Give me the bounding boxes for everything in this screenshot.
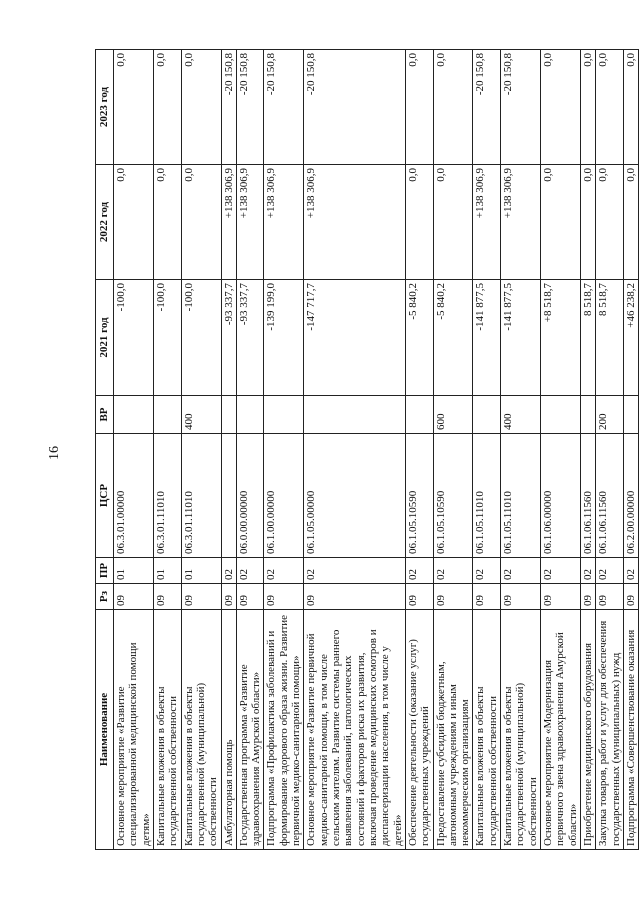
cell-2023: 0,0 (623, 50, 638, 165)
cell-name: Закупка товаров, работ и услуг для обеспечения государственных (муниципальных) нужд (596, 610, 624, 850)
page-number: 16 (47, 446, 62, 460)
table-row (114, 50, 154, 850)
cell-2022: 0,0 (596, 165, 624, 280)
cell-2021: -100,0 (181, 280, 221, 396)
cell-name: Капитальные вложения в объекты государственной собственности (473, 610, 501, 850)
cell-vr (236, 396, 264, 434)
cell-pr: 01 (181, 558, 221, 584)
table-row (433, 50, 473, 850)
cell-pr: 02 (596, 558, 624, 584)
cell-csr: 06.1.05.00000 (304, 434, 406, 558)
cell-2023: 0,0 (114, 50, 154, 165)
cell-vr (473, 396, 501, 434)
cell-pr: 02 (623, 558, 638, 584)
cell-2023: -20 150,8 (236, 50, 264, 165)
cell-pr: 02 (501, 558, 541, 584)
cell-csr: 06.1.05.10590 (405, 434, 433, 558)
cell-2023: 0,0 (181, 50, 221, 165)
cell-name: Основное мероприятие «Развитие первичной медико-санитарной помощи, в том числе сельским жителям. Развитие системы раннего выявления заболеваний, патологических состояний и факторов риска их развития, включая проведение медицинских осмотров и диспансеризации населения, в том числе у детей» (304, 610, 406, 850)
cell-pr: 02 (221, 558, 236, 584)
cell-2022: 0,0 (541, 165, 581, 280)
cell-vr (623, 396, 638, 434)
cell-pr: 02 (236, 558, 264, 584)
cell-csr: 06.1.05.10590 (433, 434, 473, 558)
cell-pr: 01 (153, 558, 181, 584)
budget-table (95, 49, 639, 850)
cell-rz: 09 (221, 584, 236, 610)
cell-2023: 0,0 (580, 50, 595, 165)
cell-rz: 09 (153, 584, 181, 610)
cell-csr: 06.3.01.11010 (181, 434, 221, 558)
cell-rz: 09 (623, 584, 638, 610)
cell-name: Подпрограмма «Профилактика заболеваний и формирование здорового образа жизни. Развитие первичной медико-санитарной помощи» (264, 610, 304, 850)
table-row (501, 50, 541, 850)
cell-vr (264, 396, 304, 434)
cell-2023: -20 150,8 (221, 50, 236, 165)
cell-2022: 0,0 (181, 165, 221, 280)
cell-pr: 02 (304, 558, 406, 584)
table-row (541, 50, 581, 850)
cell-vr (114, 396, 154, 434)
cell-rz: 09 (541, 584, 581, 610)
cell-vr (405, 396, 433, 434)
cell-2023: -20 150,8 (264, 50, 304, 165)
cell-2023: 0,0 (596, 50, 624, 165)
cell-pr: 02 (405, 558, 433, 584)
cell-2021: 8 518,7 (596, 280, 624, 396)
cell-2022: 0,0 (114, 165, 154, 280)
cell-name: Капитальные вложения в объекты государственной собственности (153, 610, 181, 850)
cell-rz: 09 (236, 584, 264, 610)
header-2021: 2021 год (96, 280, 114, 396)
cell-csr: 06.1.06.11560 (596, 434, 624, 558)
header-vr: ВР (96, 396, 114, 434)
cell-2022: +138 306,9 (501, 165, 541, 280)
cell-csr: 06.1.05.11010 (473, 434, 501, 558)
cell-2022: 0,0 (623, 165, 638, 280)
cell-rz: 09 (405, 584, 433, 610)
cell-name: Основное мероприятие «Модернизация первичного звена здравоохранения Амурской области» (541, 610, 581, 850)
cell-rz: 09 (304, 584, 406, 610)
cell-pr: 02 (541, 558, 581, 584)
cell-name: Обеспечение деятельности (оказание услуг) государственных учреждений (405, 610, 433, 850)
cell-2021: -100,0 (114, 280, 154, 396)
table-row (264, 50, 304, 850)
cell-rz: 09 (501, 584, 541, 610)
cell-vr: 400 (501, 396, 541, 434)
cell-2021: 8 518,7 (580, 280, 595, 396)
cell-2021: +8 518,7 (541, 280, 581, 396)
cell-csr (221, 434, 236, 558)
cell-2022: 0,0 (580, 165, 595, 280)
cell-2023: 0,0 (541, 50, 581, 165)
cell-csr: 06.3.01.00000 (114, 434, 154, 558)
cell-pr: 02 (580, 558, 595, 584)
header-pr: ПР (96, 558, 114, 584)
cell-name: Капитальные вложения в объекты государственной (муниципальной) собственности (501, 610, 541, 850)
table-row (153, 50, 181, 850)
cell-vr (580, 396, 595, 434)
table-row (405, 50, 433, 850)
cell-name: Подпрограмма «Совершенствование оказания (623, 610, 638, 850)
table-row (181, 50, 221, 850)
cell-rz: 09 (181, 584, 221, 610)
cell-name: Амбулаторная помощь (221, 610, 236, 850)
cell-2023: 0,0 (153, 50, 181, 165)
cell-csr: 06.0.00.00000 (236, 434, 264, 558)
cell-csr: 06.1.00.00000 (264, 434, 304, 558)
cell-rz: 09 (264, 584, 304, 610)
cell-csr: 06.1.05.11010 (501, 434, 541, 558)
cell-rz: 09 (473, 584, 501, 610)
header-csr: ЦСР (96, 434, 114, 558)
cell-2023: -20 150,8 (473, 50, 501, 165)
table-row (596, 50, 624, 850)
cell-2021: +46 238,2 (623, 280, 638, 396)
cell-2022: 0,0 (405, 165, 433, 280)
cell-2022: +138 306,9 (264, 165, 304, 280)
cell-2022: +138 306,9 (221, 165, 236, 280)
cell-name: Капитальные вложения в объекты государственной (муниципальной) собственности (181, 610, 221, 850)
cell-2022: 0,0 (433, 165, 473, 280)
table-row (623, 50, 638, 850)
cell-vr (541, 396, 581, 434)
cell-vr: 600 (433, 396, 473, 434)
cell-2021: -5 840,2 (433, 280, 473, 396)
header-name: Наименование (96, 610, 114, 850)
cell-2022: +138 306,9 (236, 165, 264, 280)
cell-2021: -93 337,7 (236, 280, 264, 396)
cell-rz: 09 (114, 584, 154, 610)
cell-2021: -139 199,0 (264, 280, 304, 396)
cell-2023: -20 150,8 (304, 50, 406, 165)
cell-2021: -93 337,7 (221, 280, 236, 396)
cell-name: Приобретение медицинского оборудования (580, 610, 595, 850)
table-row (236, 50, 264, 850)
cell-2021: -100,0 (153, 280, 181, 396)
cell-vr: 200 (596, 396, 624, 434)
cell-2021: -141 877,5 (473, 280, 501, 396)
header-2022: 2022 год (96, 165, 114, 280)
cell-csr: 06.1.06.00000 (541, 434, 581, 558)
cell-2022: +138 306,9 (304, 165, 406, 280)
cell-pr: 02 (473, 558, 501, 584)
header-2023: 2023 год (96, 50, 114, 165)
cell-pr: 02 (433, 558, 473, 584)
table-row (304, 50, 406, 850)
cell-pr: 02 (264, 558, 304, 584)
cell-pr: 01 (114, 558, 154, 584)
cell-csr: 06.1.06.11560 (580, 434, 595, 558)
cell-vr: 400 (181, 396, 221, 434)
table-row (221, 50, 236, 850)
table-row (473, 50, 501, 850)
cell-rz: 09 (580, 584, 595, 610)
rotated-table-container (95, 49, 639, 850)
cell-vr (153, 396, 181, 434)
cell-2022: 0,0 (153, 165, 181, 280)
cell-2021: -147 717,7 (304, 280, 406, 396)
cell-csr: 06.3.01.11010 (153, 434, 181, 558)
rotated-page-area (95, 50, 637, 850)
cell-2021: -141 877,5 (501, 280, 541, 396)
cell-vr (221, 396, 236, 434)
cell-vr (304, 396, 406, 434)
cell-2022: +138 306,9 (473, 165, 501, 280)
cell-2021: -5 840,2 (405, 280, 433, 396)
header-rz: Рз (96, 584, 114, 610)
cell-name: Государственная программа «Развитие здравоохранения Амурской области» (236, 610, 264, 850)
header-row (96, 50, 114, 850)
cell-name: Предоставление субсидий бюджетным, автономным учреждениям и иным некоммерческим организациям (433, 610, 473, 850)
cell-rz: 09 (596, 584, 624, 610)
cell-2023: 0,0 (405, 50, 433, 165)
table-header (96, 50, 114, 850)
cell-name: Основное мероприятие «Развитие специализированной медицинской помощи детям» (114, 610, 154, 850)
table-body (114, 50, 639, 850)
cell-2023: -20 150,8 (501, 50, 541, 165)
cell-2023: 0,0 (433, 50, 473, 165)
table-row (580, 50, 595, 850)
cell-csr: 06.2.00.00000 (623, 434, 638, 558)
cell-rz: 09 (433, 584, 473, 610)
